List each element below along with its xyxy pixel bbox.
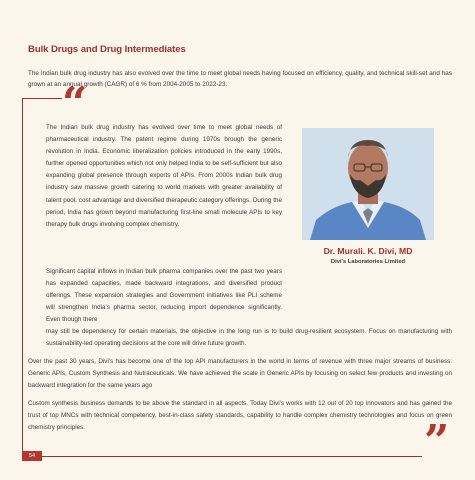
portrait-illustration (302, 128, 434, 240)
quote-paragraph-2-part-2: may still be dependency for certain materials, the objective in the long run is to build drug-resilient ecosystem. Focus on manufacturing with sustainability-led operating decisions at the core will drive future growth. (46, 328, 452, 348)
page-number: 54 (22, 451, 42, 461)
close-quote-icon: ” (424, 420, 450, 454)
quote-paragraph-3: Over the past 30 years, Divi's has become one of the top API manufacturers in the world in terms of revenue with three major streams of business: Generic APIs, Custom Synthesis and Nutraceuticals. We have achieved the scale in Generic APIs by focusing on select few products and investing on backward integration for the same years ago (28, 358, 452, 390)
intro-paragraph: The Indian bulk drug industry has also evolved over the time to meet global needs having focused on efficiency, quality, and technical skill-set and has grown at an annual growth (CAGR) of 6 % from 2004-2005 to 2022-23. (28, 70, 452, 88)
quote-paragraph-2-part-1: Significant capital inflows in Indian bulk pharma companies over the past two years has expanded capacities, made backward integrations, and diversified product offerings. These expansion strategies and Government initiatives like PLI scheme will strengthen India's pharma sector, reducing import dependence significantly. Even though there (46, 268, 282, 324)
quote-frame-top (22, 98, 62, 99)
quote-paragraph-1: The Indian bulk drug industry has evolved over time to meet global needs of pharmaceutical industry. The patent regime during 1970s brough the generic revolution in India. Economic liberalization policies introduced in the early 1990s, further opened opportunities which not only helped India to be self-sufficient but also expanding global presence through exports of APIs. From 2000s Indian bulk drug industry saw massive growth catering to world markets with greater availability of talent pool, cost advantage and diversified therapeutic category offerings. During the period, India has grown beyond manufacturing first-line small molecule APIs to key therapy bulk drugs involving complex chemistry. (46, 124, 282, 228)
section-title: Bulk Drugs and Drug Intermediates (28, 44, 186, 55)
quote-frame-bottom (22, 456, 422, 457)
person-name: Dr. Murali. K. Divi, MD (323, 246, 413, 256)
person-organization: Divi's Laboratories Limited (330, 259, 406, 265)
quote-paragraph-4: Custom synthesis business demands to be above the standard in all aspects. Today Divi's works with 12 out of 20 top innovators and has gained the trust of top MNCs with technical competency, best-in-class safety standards, capability to handle complex chemistry technologies and focus on green chemistry principles. (28, 400, 452, 432)
quote-frame-left (22, 98, 23, 456)
portrait-photo (302, 128, 434, 240)
open-quote-icon: “ (62, 82, 88, 116)
